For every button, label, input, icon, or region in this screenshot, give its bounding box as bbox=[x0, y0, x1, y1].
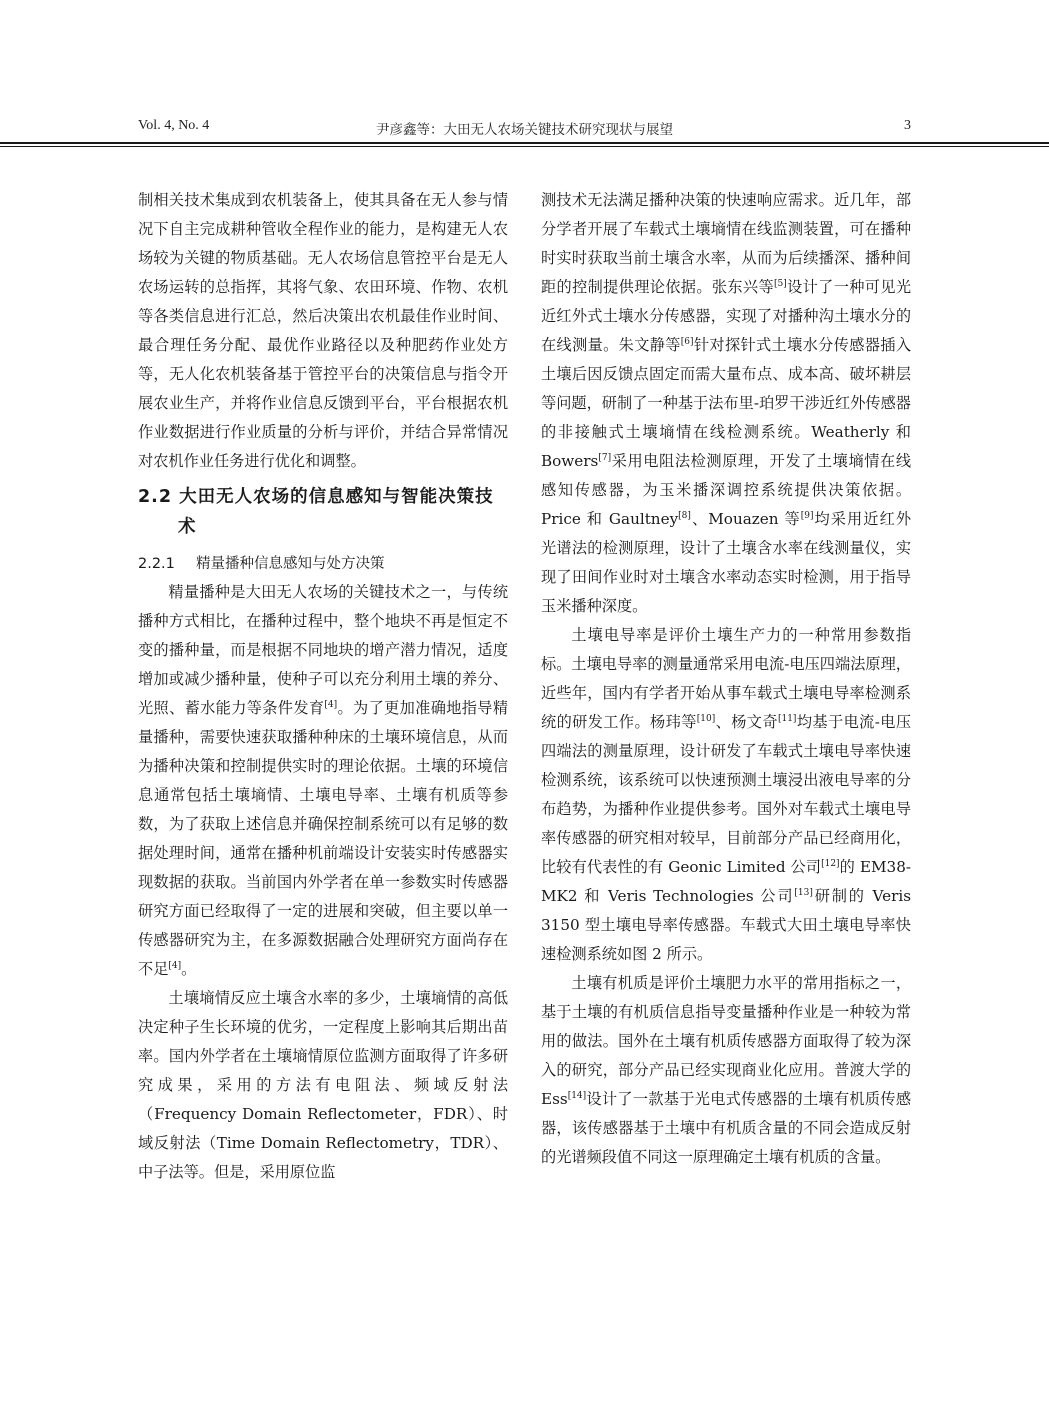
subsection-title: 精量播种信息感知与处方决策 bbox=[196, 556, 385, 572]
paragraph-continued: 测技术无法满足播种决策的快速响应需求。近几年，部分学者开展了车载式土壤墒情在线监测装置，可在播种时实时获取当前土壤含水率，从而为后续播深、播种间距的控制提供理论依据。张东兴等[5]设计了一种可见光近红外式土壤水分传感器，实现了对播种沟土壤水分的在线测量。朱文静等[6]针对探针式土壤水分传感器插入土壤后因反馈点固定而需大量布点、成本高、破坏耕层等问题，研制了一种基于法布里-珀罗干涉近红外传感器的非接触式土壤墒情在线检测系统。Weatherly 和 Bowers[7]采用电阻法检测原理，开发了土壤墒情在线感知传感器，为玉米播深调控系统提供决策依据。Price 和 Gaultney[8]、Mouazen 等[9]均采用近红外光谱法的检测原理，设计了土壤含水率在线测量仪，实现了田间作业时对土壤含水率动态实时检测，用于指导玉米播种深度。 bbox=[541, 191, 912, 615]
header-rule-thin bbox=[0, 146, 1049, 147]
section-title: 大田无人农场的信息感知与智能决策技术 bbox=[178, 487, 494, 537]
subsection-heading bbox=[138, 550, 508, 578]
paragraph-continued: 制相关技术集成到农机装备上，使其具备在无人参与情况下自主完成耕种管收全程作业的能力，是构建无人农场较为关键的物质基础。无人农场信息管控平台是无人农场运转的总指挥，其将气象、农田环境、作物、农机等各类信息进行汇总，然后决策出农机最佳作业时间、最合理任务分配、最优作业路径以及种肥药作业处方等，无人化农机装备基于管控平台的决策信息与指令开展农业生产，并将作业信息反馈到平台，平台根据农机作业数据进行作业质量的分析与评价，并结合异常情况对农机作业任务进行优化和调整。 bbox=[138, 191, 508, 470]
citation: [4] bbox=[168, 960, 182, 971]
header-rule-thick bbox=[0, 142, 1049, 144]
citation: [12] bbox=[821, 858, 840, 869]
section-heading bbox=[138, 482, 508, 542]
citation: [4] bbox=[324, 699, 338, 710]
citation: [11] bbox=[777, 713, 797, 724]
volume-issue: Vol. 4, No. 4 bbox=[138, 118, 210, 133]
right-column bbox=[541, 186, 911, 1172]
running-header bbox=[138, 118, 911, 140]
citation: [6] bbox=[680, 336, 694, 347]
citation: [8] bbox=[678, 510, 691, 521]
page-number: 3 bbox=[904, 118, 911, 133]
paragraph-precision-seeding: 精量播种是大田无人农场的关键技术之一，与传统播种方式相比，在播种过程中，整个地块不再是恒定不变的播种量，而是根据不同地块的增产潜力情况，适度增加或减少播种量，使种子可以充分利用土壤的养分、光照、蓄水能力等条件发育[4]。为了更加准确地指导精量播种，需要快速获取播种种床的土壤环境信息，从而为播种决策和控制提供实时的理论依据。土壤的环境信息通常包括土壤墒情、土壤电导率、土壤有机质等参数，为了获取上述信息并确保控制系统可以有足够的数据处理时间，通常在播种机前端设计安装实时传感器实现数据的获取。当前国内外学者在单一参数实时传感器研究方面已经取得了一定的进展和突破，但主要以单一传感器研究为主，在多源数据融合处理研究方面尚存在不足[4]。 bbox=[138, 583, 509, 978]
citation: [10] bbox=[696, 713, 716, 724]
paragraph-soil-organic-matter: 土壤有机质是评价土壤肥力水平的常用指标之一，基于土壤的有机质信息指导变量播种作业是一种较为常用的做法。国外在土壤有机质传感器方面取得了较为深入的研究，部分产品已经实现商业化应用。普渡大学的 Ess[14]设计了一款基于光电式传感器的土壤有机质传感器，该传感器基于土壤中有机质含量的不同会造成反射的光谱频段值不同这一原理确定土壤有机质的含量。 bbox=[541, 974, 911, 1166]
running-title: 尹彦鑫等：大田无人农场关键技术研究现状与展望 bbox=[376, 122, 673, 138]
citation: [14] bbox=[567, 1090, 587, 1101]
section-number: 2.2 bbox=[138, 487, 173, 507]
subsection-number: 2.2.1 bbox=[138, 556, 175, 572]
left-column bbox=[138, 186, 508, 1187]
citation: [7] bbox=[598, 452, 612, 463]
citation: [5] bbox=[774, 278, 787, 289]
citation: [9] bbox=[800, 510, 814, 521]
paragraph-soil-moisture: 土壤墒情反应土壤含水率的多少，土壤墒情的高低决定种子生长环境的优劣，一定程度上影响其后期出苗率。国内外学者在土壤墒情原位监测方面取得了许多研究成果，采用的方法有电阻法、频域反射法（Frequency Domain Reflectometer，FDR）、时域反射法（Time Domain Reflectometry，TDR）、中子法等。但是，采用原位监 bbox=[138, 989, 508, 1181]
citation: [13] bbox=[794, 887, 813, 898]
paragraph-soil-conductivity: 土壤电导率是评价土壤生产力的一种常用参数指标。土壤电导率的测量通常采用电流-电压四端法原理，近些年，国内有学者开始从事车载式土壤电导率检测系统的研发工作。杨玮等[10]、杨文奇[11]均基于电流-电压四端法的测量原理，设计研发了车载式土壤电导率快速检测系统，该系统可以快速预测土壤浸出液电导率的分布趋势，为播种作业提供参考。国外对车载式土壤电导率传感器的研究相对较早，目前部分产品已经商用化，比较有代表性的有 Geonic Limited 公司[12]的 EM38-MK2 和 Veris Technologies 公司[13]研制的 Veris 3150 型土壤电导率传感器。车载式大田土壤电导率快速检测系统如图 2 所示。 bbox=[541, 626, 912, 963]
